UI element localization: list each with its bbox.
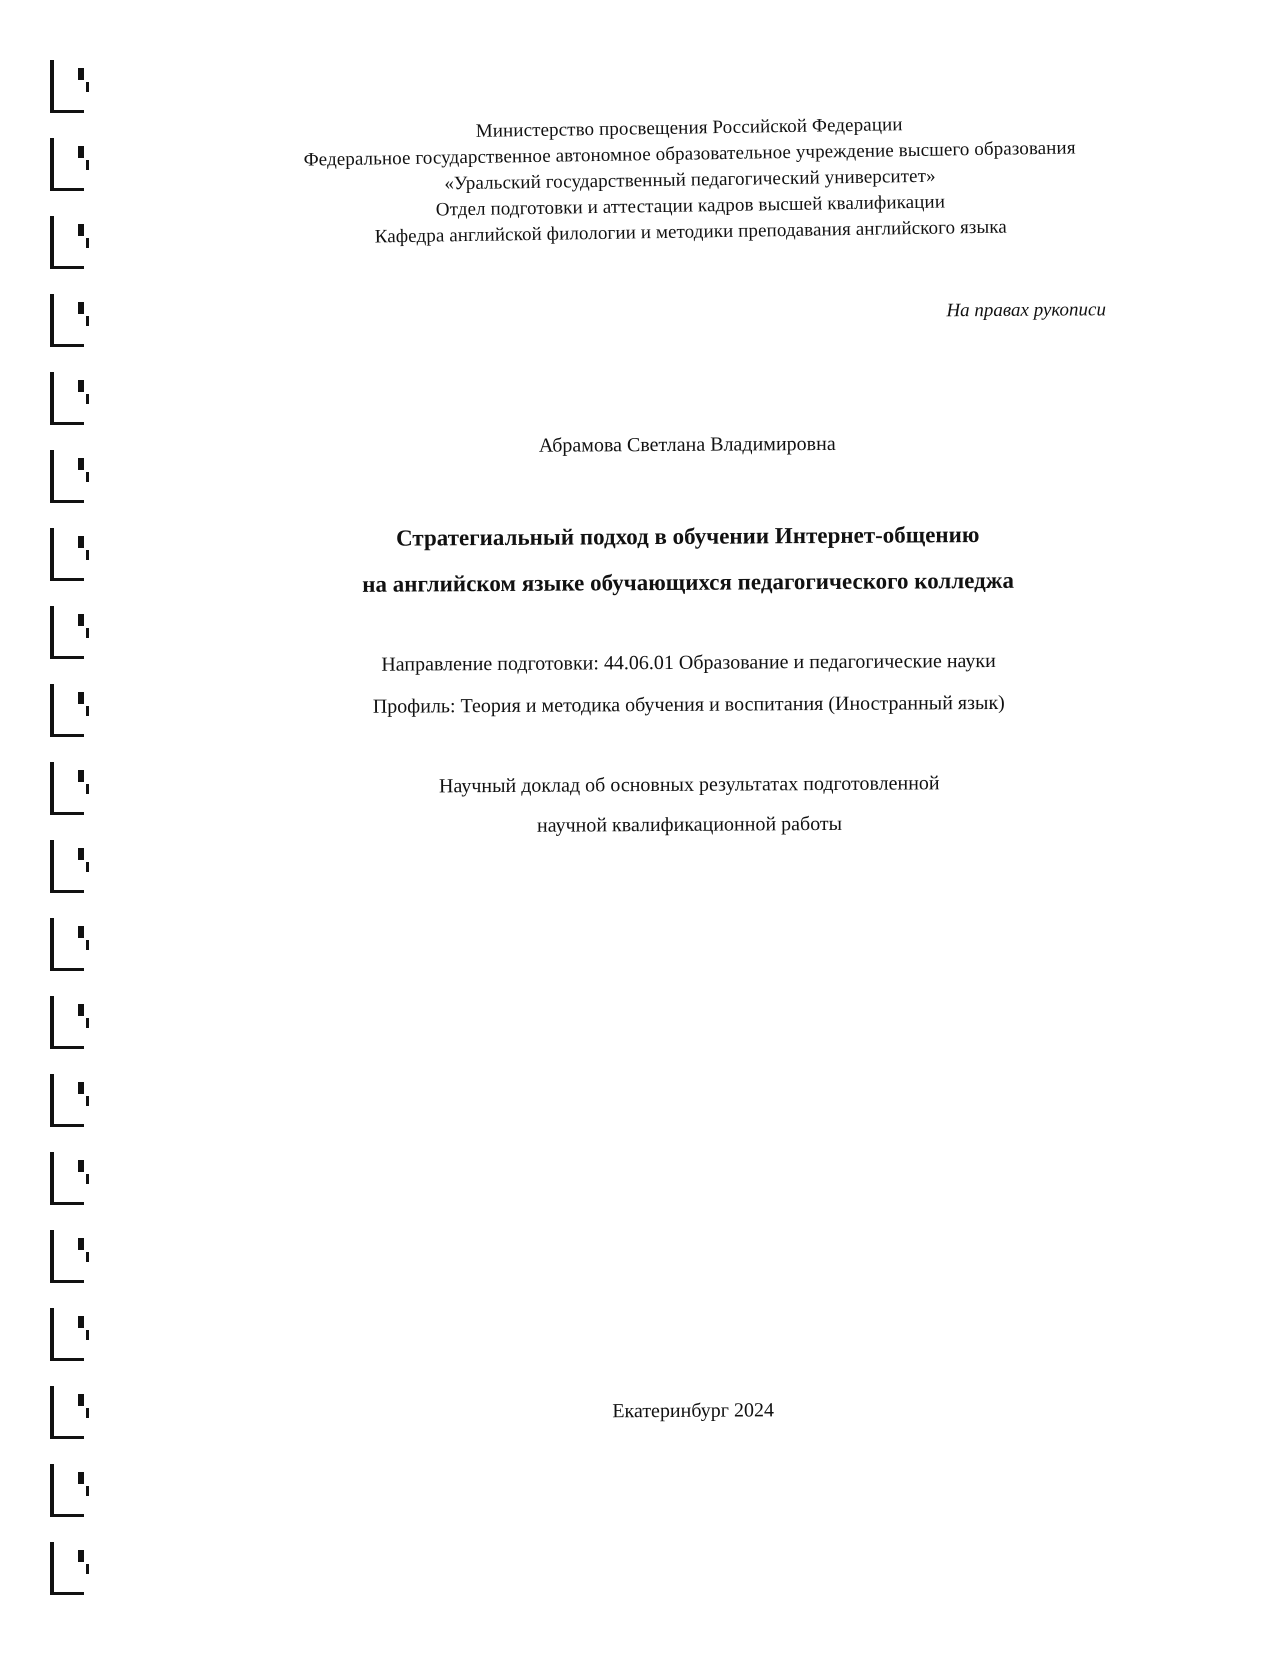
rights-note: На правах рукописи	[946, 299, 1107, 322]
profile-line: Профиль: Теория и методика обучения и воспитания (Иностранный язык)	[372, 691, 1005, 718]
department-line: Отдел подготовки и аттестации кадров высшей квалификации	[435, 191, 946, 221]
author-name: Абрамова Светлана Владимировна	[538, 432, 836, 457]
chair-line: Кафедра английской филологии и методики преподавания английского языка	[374, 216, 1008, 248]
ministry-line: Министерство просвещения Российской Федерации	[475, 114, 903, 142]
city-year: Екатеринбург 2024	[612, 1399, 774, 1423]
report-line-2: научной квалификационной работы	[536, 812, 843, 837]
direction-line: Направление подготовки: 44.06.01 Образование и педагогические науки	[381, 649, 996, 676]
title-line-1: Стратегиальный подход в обучении Интернет-общению	[396, 522, 980, 551]
title-line-2: на английском языке обучающихся педагогического колледжа	[362, 567, 1014, 597]
university-name-line: «Уральский государственный педагогический университет»	[444, 165, 936, 195]
report-line-1: Научный доклад об основных результатах подготовленной	[438, 772, 940, 798]
institution-type-line: Федеральное государственное автономное образовательное учреждение высшего образования	[303, 137, 1076, 171]
